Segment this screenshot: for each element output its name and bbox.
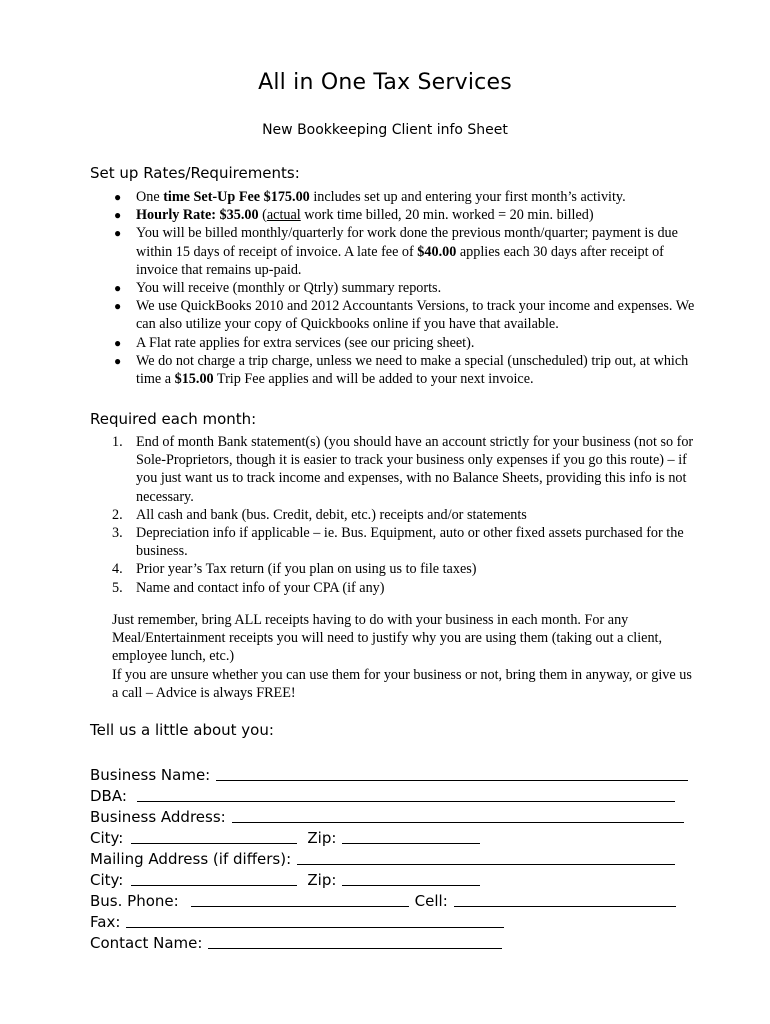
- zip-label-2: Zip:: [307, 871, 337, 889]
- about-heading: Tell us a little about you:: [90, 721, 274, 739]
- city-field[interactable]: [131, 827, 297, 844]
- mailing-address-label: Mailing Address (if differs):: [90, 850, 292, 868]
- required-item: 3. Depreciation info if applicable – ie. Bus. Equipment, auto or other fixed assets purchased for the business.: [112, 525, 684, 560]
- dba-row: [90, 784, 690, 805]
- business-name-field[interactable]: [216, 764, 688, 781]
- rates-item-reports: ● You will receive (monthly or Qtrly) summary reports.: [114, 280, 442, 297]
- bullet-icon: ●: [114, 299, 122, 314]
- rates-item-hourly-rate: ● Hourly Rate: $35.00 (actual work time billed, 20 min. worked = 20 min. billed): [114, 207, 594, 224]
- bullet-icon: ●: [114, 353, 122, 368]
- city-zip-row: [90, 826, 690, 847]
- business-address-label: Business Address:: [90, 808, 226, 826]
- client-info-form: [90, 763, 690, 952]
- rates-item-setup-fee: ● One time Set-Up Fee $175.00 includes set up and entering your first month’s activity.: [114, 189, 626, 205]
- fax-label: Fax:: [90, 913, 121, 931]
- bus-phone-label: Bus. Phone:: [90, 892, 179, 910]
- document-title: All in One Tax Services: [258, 70, 512, 95]
- city-label: City:: [90, 829, 124, 847]
- city-zip-row-2: [90, 868, 690, 889]
- business-address-row: [90, 805, 690, 826]
- cell-label: Cell:: [414, 892, 448, 910]
- bullet-icon: ●: [114, 281, 122, 296]
- rates-list: [112, 188, 697, 388]
- city-label-2: City:: [90, 871, 124, 889]
- remember-text-2: If you are unsure whether you can use them for your business or not, bring them in anyway, or give us a call – Advice is always FREE!: [112, 666, 692, 701]
- zip-field[interactable]: [342, 827, 480, 844]
- mailing-address-field[interactable]: [297, 848, 675, 865]
- dba-field[interactable]: [137, 785, 675, 802]
- business-name-label: Business Name:: [90, 766, 211, 784]
- required-item: 2. All cash and bank (bus. Credit, debit, etc.) receipts and/or statements: [112, 506, 527, 523]
- fax-row: [90, 910, 690, 931]
- bus-phone-field[interactable]: [191, 890, 409, 907]
- city-field-2[interactable]: [131, 869, 297, 886]
- dba-label: DBA:: [90, 787, 127, 805]
- business-address-field[interactable]: [232, 806, 684, 823]
- required-heading: Required each month:: [90, 410, 257, 428]
- business-name-row: [90, 763, 690, 784]
- remember-paragraph: [112, 611, 697, 702]
- remember-text-1: Just remember, bring ALL receipts having to do with your business in each month. For any Meal/Entertainment receipts you will need to justify why you are using them (taking out a client, employee lunch, etc.): [112, 612, 663, 665]
- required-item: 1. End of month Bank statement(s) (you should have an account strictly for your business (not so for Sole-Proprietors, though it is easier to track your business only expenses if you go this route) – if you just want us to track income and expenses, with no Balance Sheets, providing this info is not necessary.: [112, 434, 694, 505]
- contact-name-label: Contact Name:: [90, 934, 203, 952]
- rates-item-trip-charge: ● We do not charge a trip charge, unless we need to make a special (unscheduled) trip out, at which time a $15.00 Trip Fee applies and will be added to your next invoice.: [114, 352, 689, 388]
- rates-item-billing: ● You will be billed monthly/quarterly for work done the previous month/quarter; payment is due within 15 days of receipt of invoice. A late fee of $40.00 applies each 30 days after receipt of invoice that remains up-paid.: [114, 225, 678, 278]
- mailing-address-row: [90, 847, 690, 868]
- rates-item-quickbooks: ● We use QuickBooks 2010 and 2012 Accountants Versions, to track your income and expenses. We can also utilize your copy of Quickbooks online if you have that available.: [114, 298, 695, 333]
- zip-field-2[interactable]: [342, 869, 480, 886]
- bullet-icon: ●: [114, 335, 122, 350]
- required-list: [112, 433, 697, 597]
- contact-name-row: [90, 931, 690, 952]
- document-subtitle: New Bookkeeping Client info Sheet: [262, 122, 508, 138]
- phone-row: [90, 889, 690, 910]
- bullet-icon: ●: [114, 208, 122, 223]
- contact-name-field[interactable]: [208, 932, 502, 949]
- fax-field[interactable]: [126, 911, 504, 928]
- required-item: 5. Name and contact info of your CPA (if any): [112, 579, 385, 596]
- bullet-icon: ●: [114, 190, 122, 204]
- bullet-icon: ●: [114, 226, 122, 241]
- rates-item-flat-rate: ● A Flat rate applies for extra services (see our pricing sheet).: [114, 334, 475, 351]
- zip-label: Zip:: [307, 829, 337, 847]
- required-item: 4. Prior year’s Tax return (if you plan on using us to file taxes): [112, 561, 477, 578]
- cell-field[interactable]: [454, 890, 676, 907]
- rates-heading: Set up Rates/Requirements:: [90, 164, 300, 182]
